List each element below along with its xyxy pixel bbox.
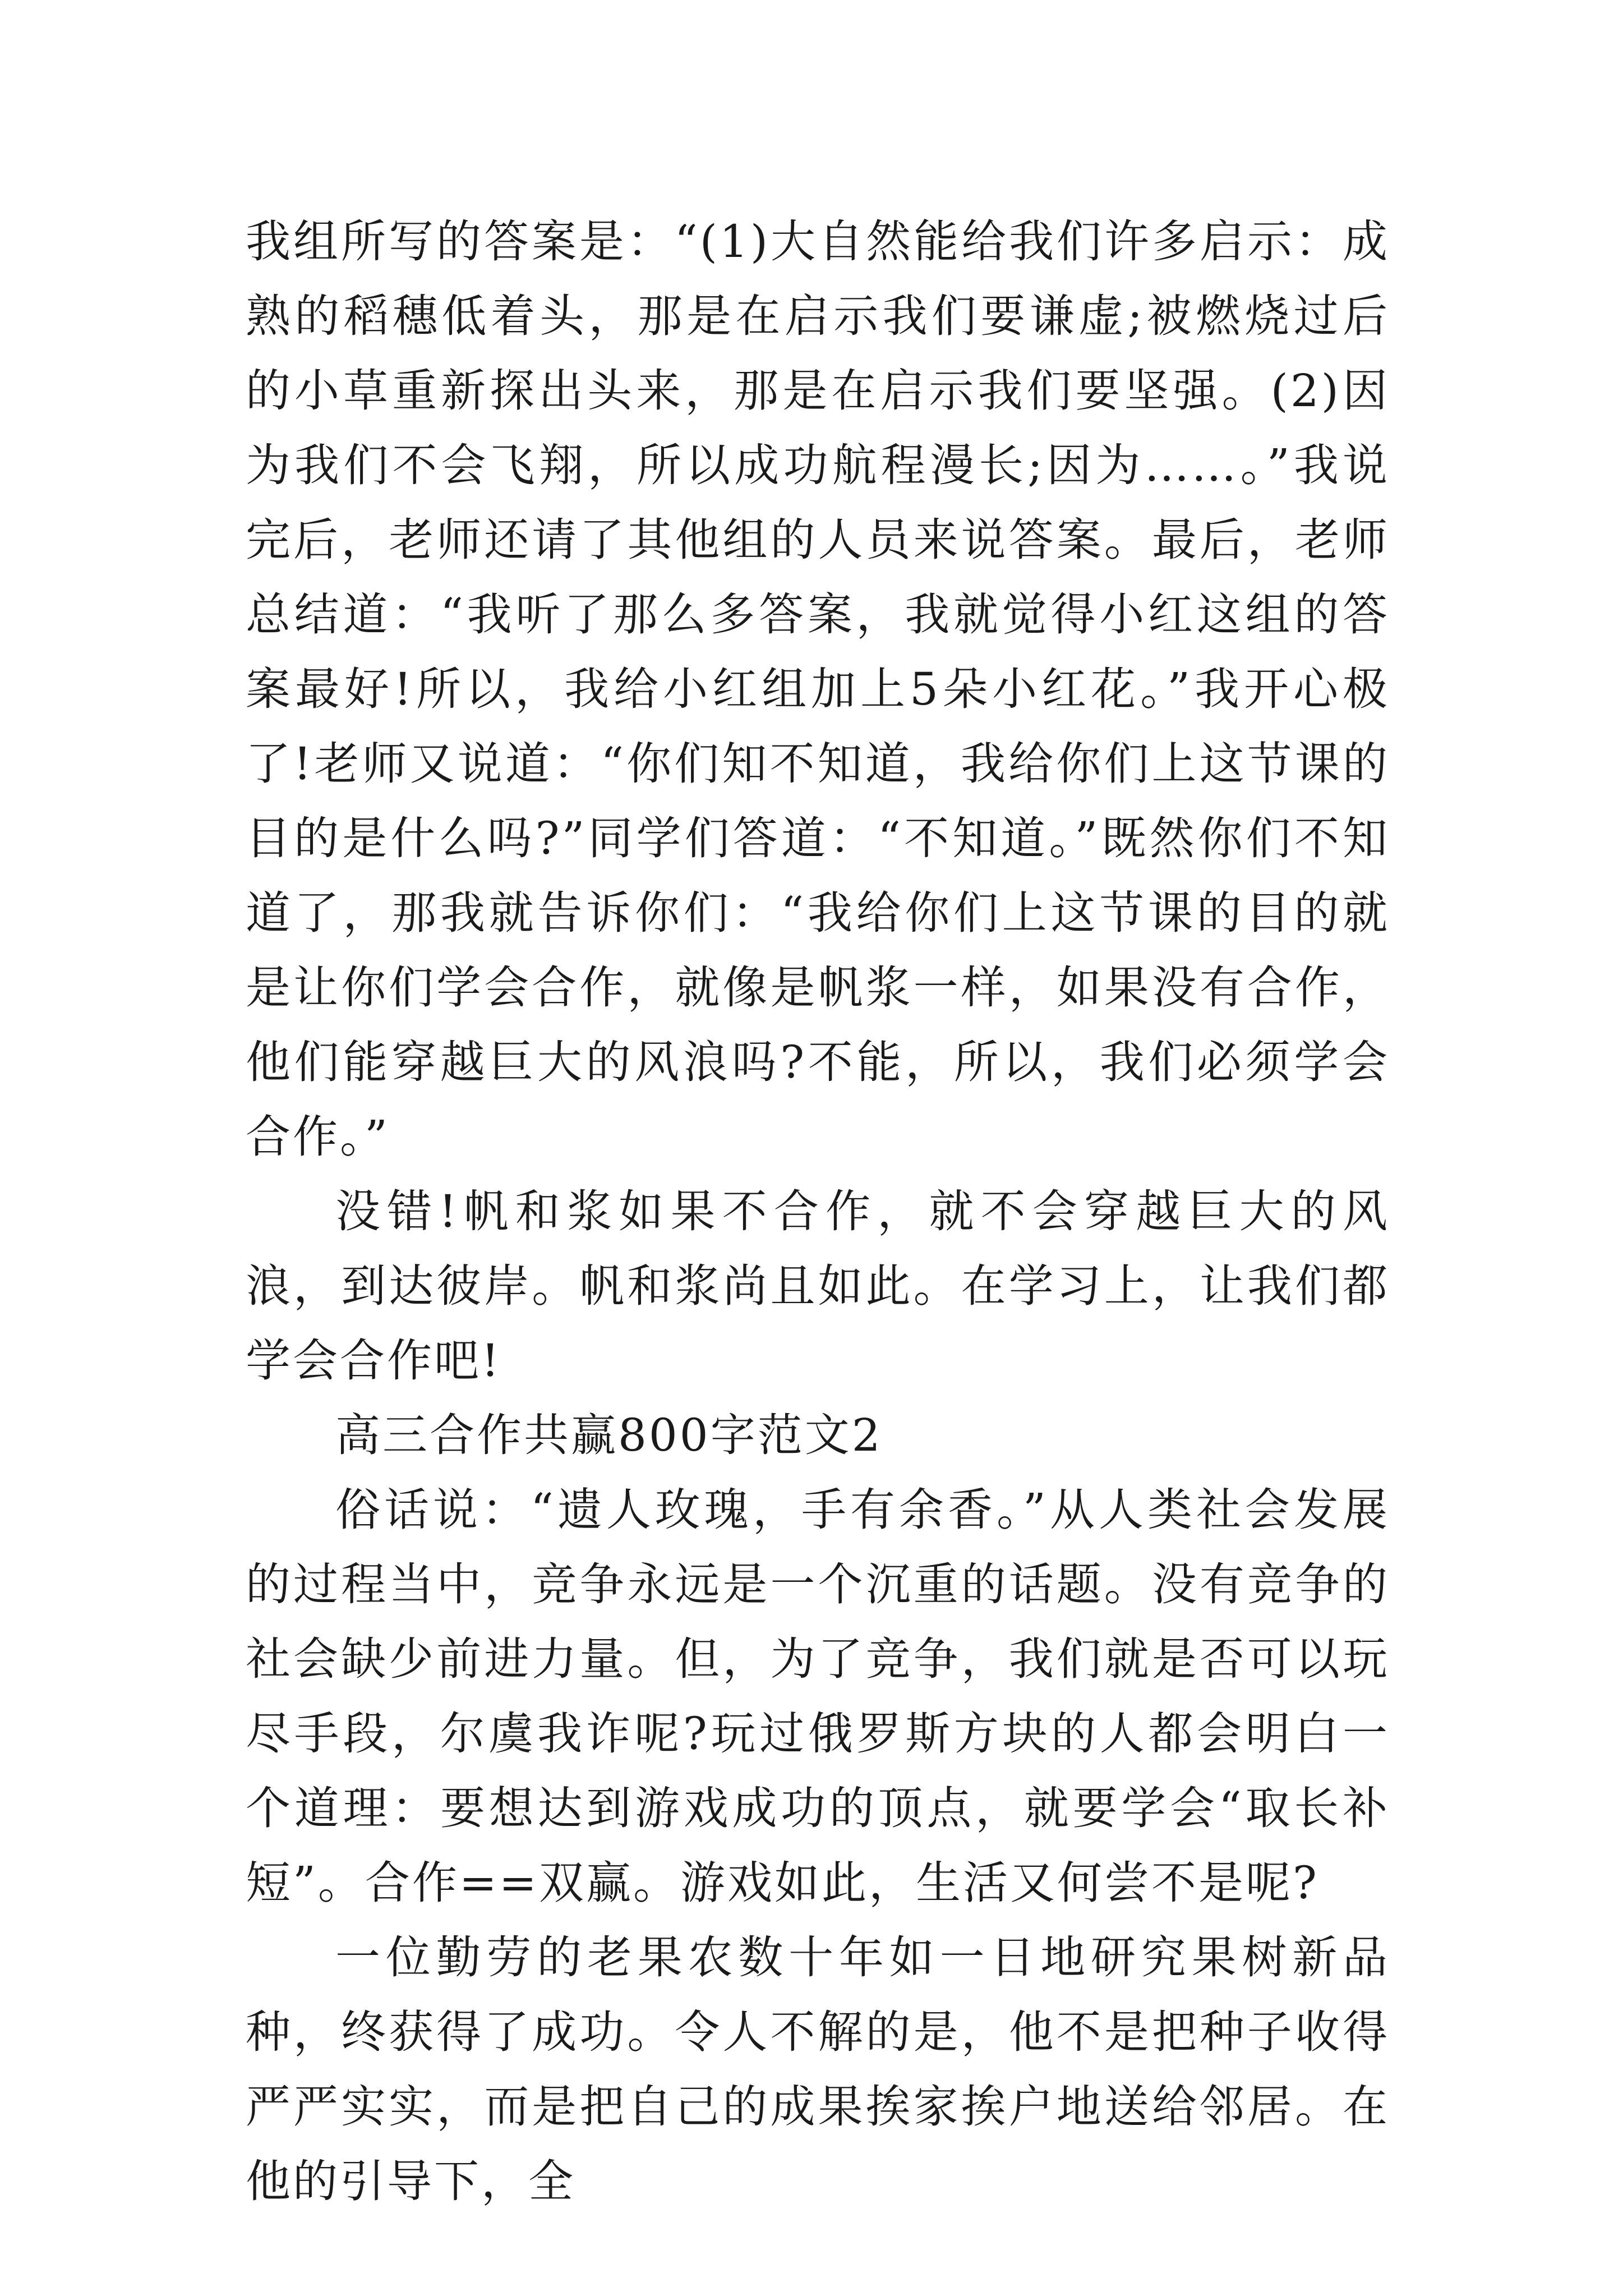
paragraph-conclusion: 没错!帆和浆如果不合作，就不会穿越巨大的风浪，到达彼岸。帆和浆尚且如此。在学习上，让我们都学会合作吧! [246,1185,1390,1387]
document-body [246,204,1390,2219]
paragraph-answer: 我组所写的答案是：“(1)大自然能给我们许多启示：成熟的稻穗低着头，那是在启示我们要谦虚;被燃烧过后的小草重新探出头来，那是在启示我们要坚强。(2)因为我们不会飞翔，所以成功航程漫长;因为……。”我说完后，老师还请了其他组的人员来说答案。最后，老师总结道：“我听了那么多答案，我就觉得小红这组的答案最好!所以，我给小红组加上5朵小红花。”我开心极了!老师又说道：“你们知不知道，我给你们上这节课的目的是什么吗?”同学们答道：“不知道。”既然你们不知道了，那我就告诉你们：“我给你们上这节课的目的就是让你们学会合作，就像是帆浆一样，如果没有合作，他们能穿越巨大的风浪吗?不能，所以，我们必须学会合作。” [246,215,1390,1163]
paragraph-proverb: 俗话说：“遗人玫瑰，手有余香。”从人类社会发展的过程当中，竞争永远是一个沉重的话题。没有竞争的社会缺少前进力量。但，为了竞争，我们就是否可以玩尽手段，尔虞我诈呢?玩过俄罗斯方块的人都会明白一个道理：要想达到游戏成功的顶点，就要学会“取长补短”。合作==双赢。游戏如此，生活又何尝不是呢? [246,1484,1390,1909]
essay-heading: 高三合作共赢800字范文2 [335,1409,883,1461]
paragraph-farmer: 一位勤劳的老果农数十年如一日地研究果树新品种，终获得了成功。令人不解的是，他不是把种子收得严严实实，而是把自己的成果挨家挨户地送给邻居。在他的引导下，全 [246,1931,1390,2207]
